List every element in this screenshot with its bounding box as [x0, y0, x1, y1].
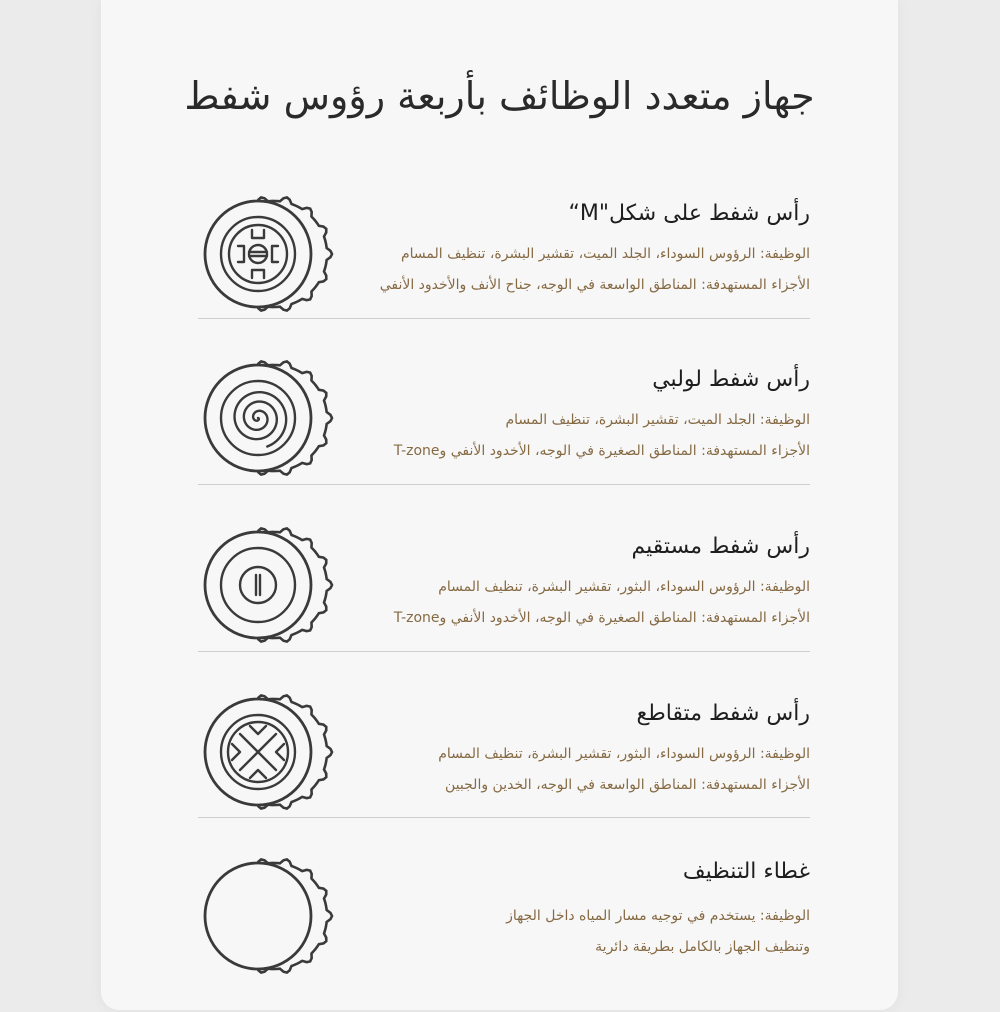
item-function: الوظيفة: الرؤوس السوداء، الجلد الميت، تقشير البشرة، تنظيف المسام — [400, 246, 810, 262]
item-target-areas: الأجزاء المستهدفة: المناطق الواسعة في الوجه، الخدين والجبين — [445, 777, 810, 793]
item-title: غطاء التنظيف — [682, 859, 810, 884]
item-function: الوظيفة: يستخدم في توجيه مسار المياه داخل الجهاز — [506, 908, 810, 924]
list-item — [0, 688, 1000, 848]
m-shape-head-icon — [198, 190, 334, 318]
list-item — [0, 521, 1000, 681]
cross-head-icon — [198, 688, 334, 816]
item-function: الوظيفة: الرؤوس السوداء، البثور، تقشير البشرة، تنظيف المسام — [438, 746, 810, 762]
list-item — [0, 852, 1000, 1012]
page-title: جهاز متعدد الوظائف بأربعة رؤوس شفط — [184, 74, 815, 118]
item-title: رأس شفط متقاطع — [636, 701, 810, 726]
list-item — [0, 354, 1000, 514]
item-target-areas: الأجزاء المستهدفة: المناطق الصغيرة في الوجه، الأخدود الأنفي وT-zone — [393, 443, 810, 459]
cleaning-cap-icon — [198, 852, 334, 980]
divider — [198, 318, 810, 319]
straight-head-icon — [198, 521, 334, 649]
divider — [198, 484, 810, 485]
item-title: رأس شفط لولبي — [652, 367, 810, 392]
item-title: رأس شفط مستقيم — [631, 534, 810, 559]
item-title: رأس شفط على شكل"M“ — [568, 201, 810, 226]
list-item — [0, 190, 1000, 350]
spiral-head-icon — [198, 354, 334, 482]
item-target-areas: الأجزاء المستهدفة: المناطق الصغيرة في الوجه، الأخدود الأنفي وT-zone — [393, 610, 810, 626]
item-function: الوظيفة: الجلد الميت، تقشير البشرة، تنظيف المسام — [505, 412, 810, 428]
knob-face — [205, 863, 311, 969]
divider — [198, 651, 810, 652]
item-function-continued: وتنظيف الجهاز بالكامل بطريقة دائرية — [595, 939, 810, 955]
divider — [198, 817, 810, 818]
item-function: الوظيفة: الرؤوس السوداء، البثور، تقشير البشرة، تنظيف المسام — [438, 579, 810, 595]
item-target-areas: الأجزاء المستهدفة: المناطق الواسعة في الوجه، جناح الأنف والأخدود الأنفي — [379, 277, 810, 293]
